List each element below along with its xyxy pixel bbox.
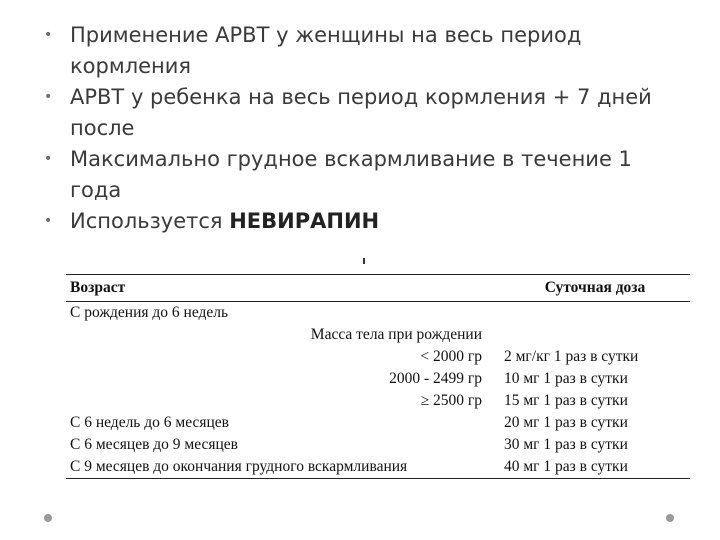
table-row [66,302,690,325]
bullet-item [44,206,684,237]
bullet-item [44,82,684,144]
bullet-item [44,20,684,82]
bullet-dot-icon: • [44,213,53,229]
decorative-dot-icon [44,514,52,522]
table-row [66,456,690,479]
cell-weight: ≥ 2500 гр [420,392,482,409]
cell-dose: 30 мг 1 раз в сутки [504,436,628,453]
table-row [66,324,690,346]
table-row [66,368,690,390]
dosage-table-image [36,258,690,510]
header-age: Возраст [66,275,316,302]
decorative-dot-icon [666,514,674,522]
header-dose: Суточная доза [486,275,690,302]
cell-age: С 6 недель до 6 месяцев [70,414,229,431]
bullet-dot-icon: • [44,151,53,167]
cell-age: С 9 месяцев до окончания грудного вскармливания [66,456,486,479]
table-row [66,412,690,434]
bullet-dot-icon: • [44,27,53,43]
drug-name: НЕВИРАПИН [229,209,380,233]
bullet-text: Применение АРВТ у женщины на весь период кормления [70,23,582,78]
table-row [66,346,690,368]
cell-dose: 10 мг 1 раз в сутки [504,370,628,387]
cell-weight: Масса тела при рождении [310,326,482,343]
cell-age: С 6 месяцев до 9 месяцев [70,436,239,453]
bullet-text: АРВТ у ребенка на весь период кормления + 7 дней после [70,85,652,140]
cell-dose: 40 мг 1 раз в сутки [486,456,690,479]
scan-mark [363,258,365,264]
bullet-list [44,20,684,237]
dosage-table [66,274,690,479]
cell-dose: 20 мг 1 раз в сутки [504,414,628,431]
bullet-text: Максимально грудное вскармливание в течение 1 года [70,147,632,202]
cell-weight: 2000 - 2499 гр [389,370,482,387]
bullet-text-prefix: Используется [70,209,230,233]
cell-weight: < 2000 гр [420,348,482,365]
cell-dose: 15 мг 1 раз в сутки [504,392,628,409]
bullet-dot-icon: • [44,89,53,105]
table-header-row [66,275,690,302]
table-row [66,434,690,456]
cell-dose: 2 мг/кг 1 раз в сутки [504,348,639,365]
bullet-item [44,144,684,206]
cell-age: С рождения до 6 недель [70,304,229,321]
table-row [66,390,690,412]
